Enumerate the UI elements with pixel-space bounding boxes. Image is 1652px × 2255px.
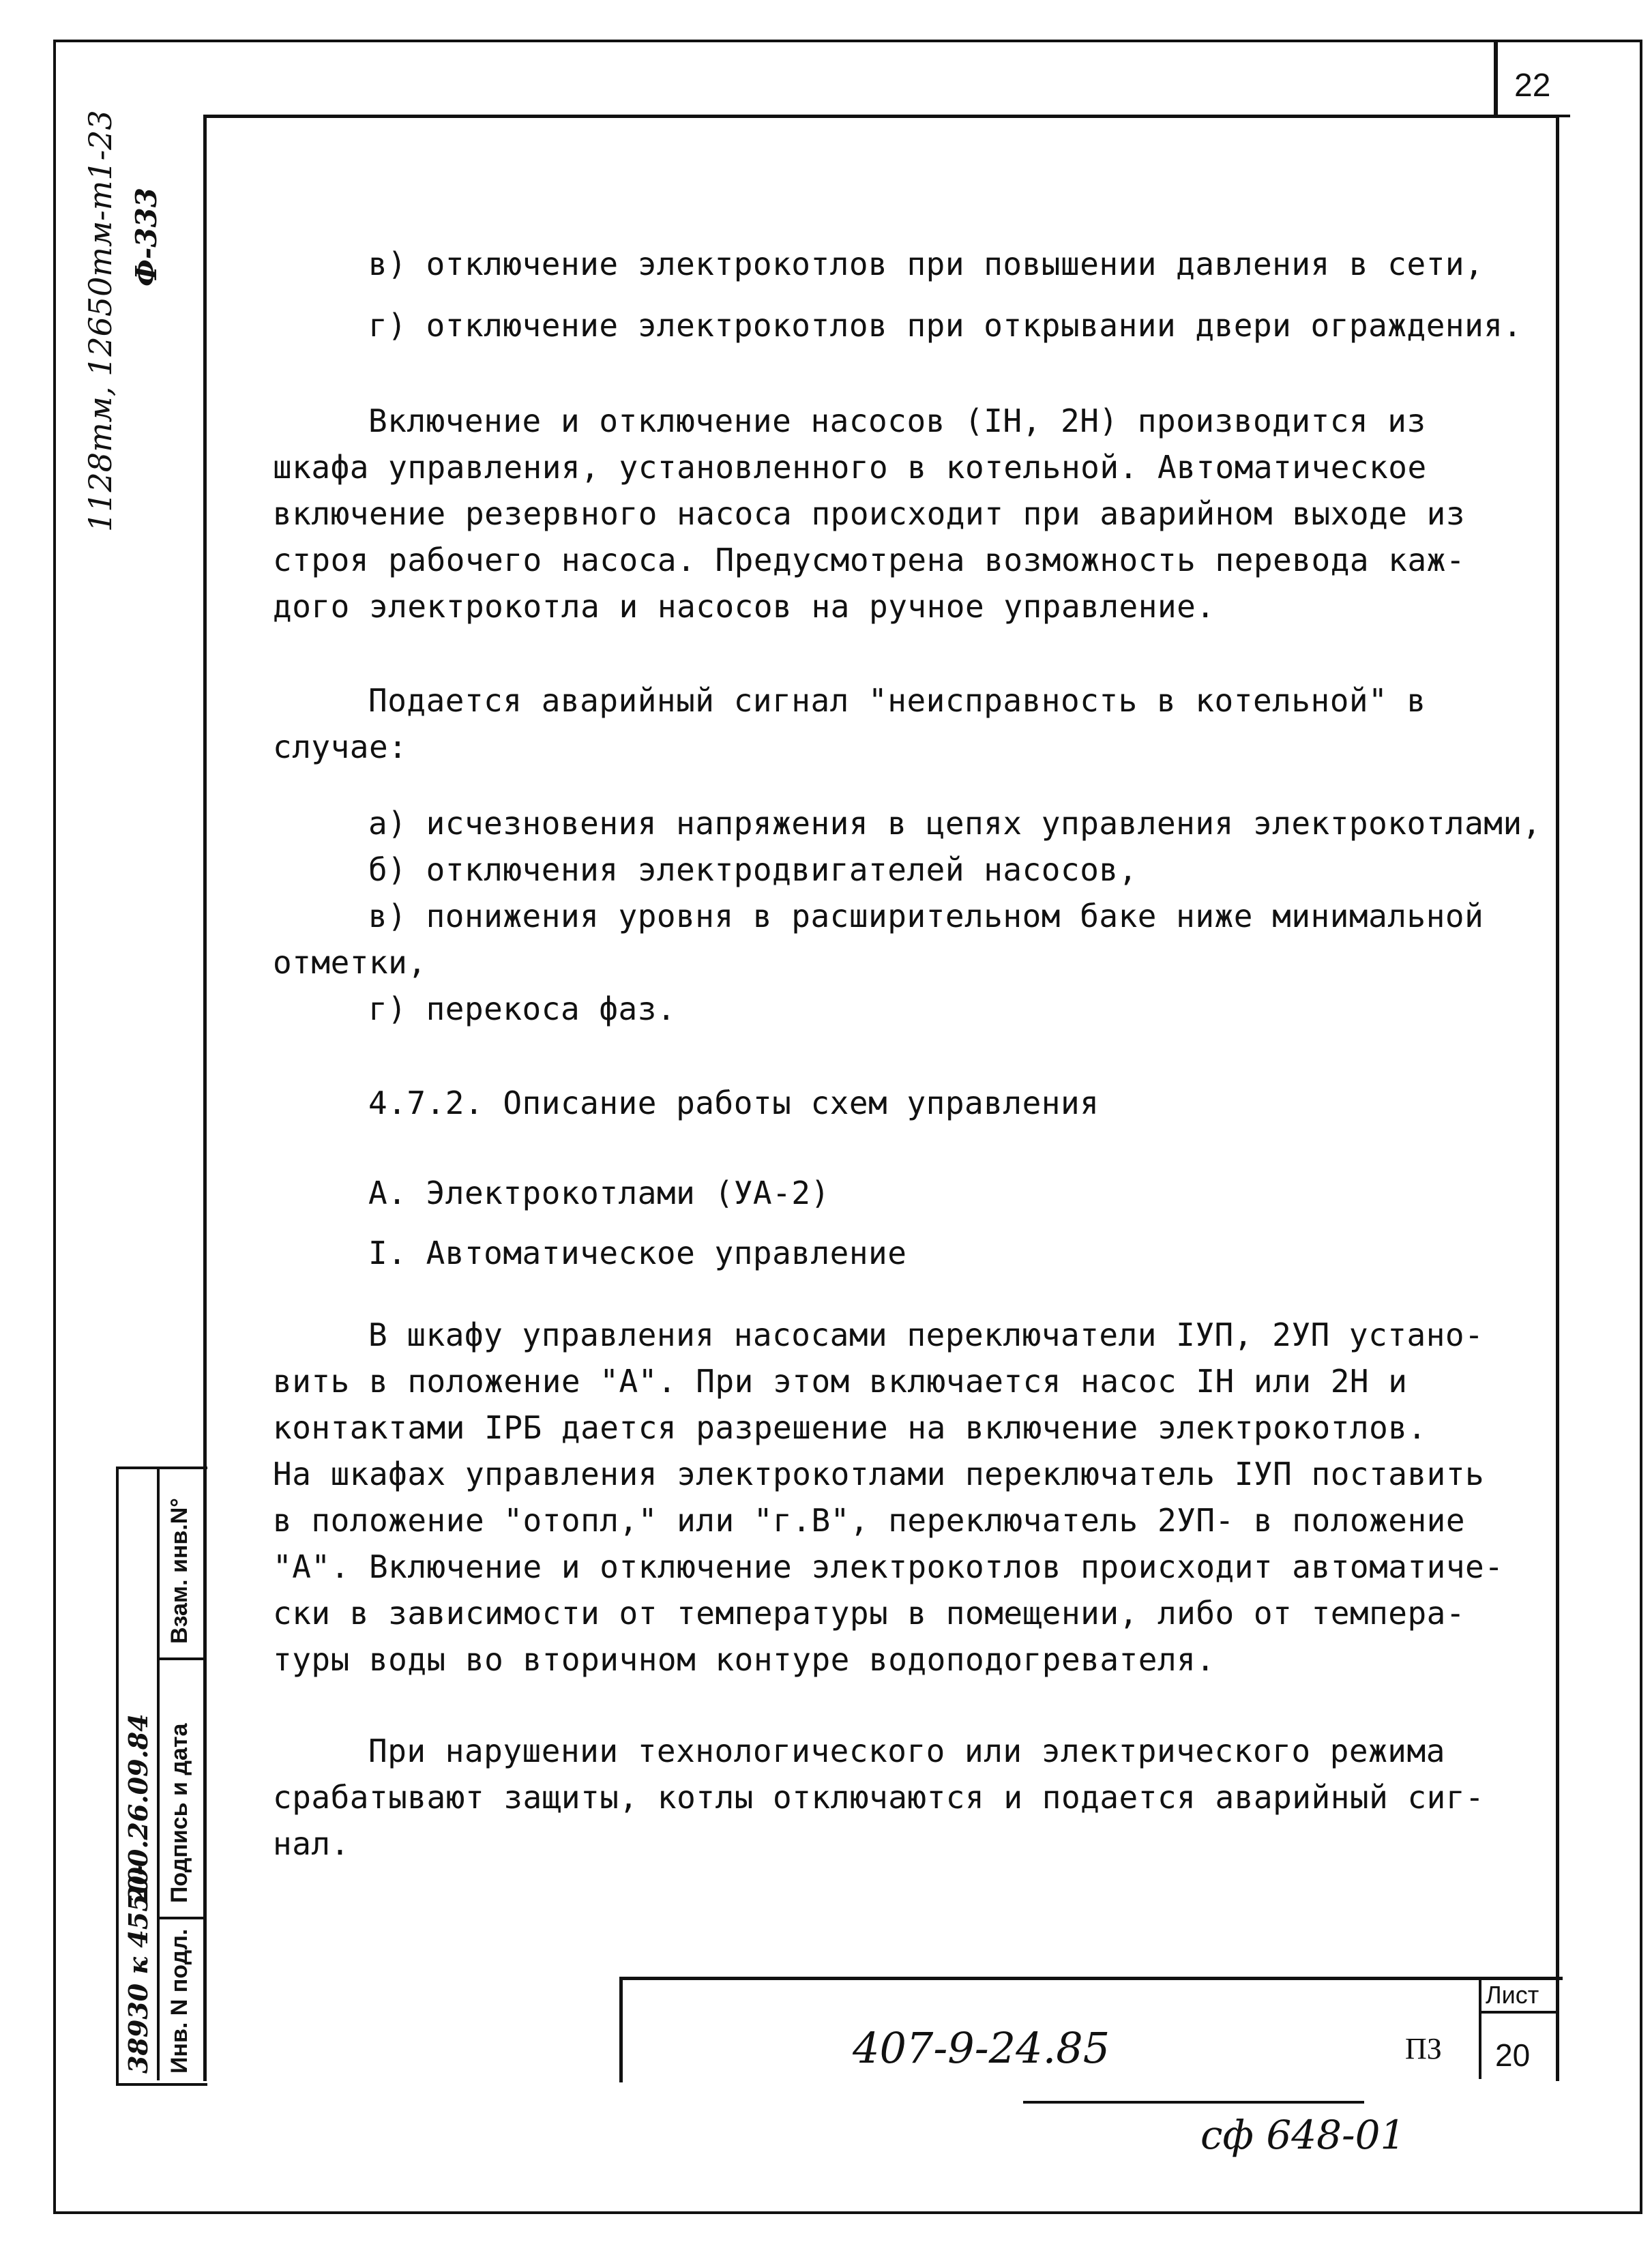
para3-line5: в положение "отопл," или "г.В", переключатель 2УП- в положение	[273, 1502, 1466, 1539]
para1-line3: включение резервного насоса происходит при аварийном выходе из	[273, 495, 1466, 532]
doc-code: 407-9-24.85	[853, 2023, 1110, 2073]
subsection-a: А. Электрокотлами (УА-2)	[368, 1175, 830, 1211]
page-number: 22	[1514, 68, 1551, 104]
line-v: в) отключение электрокотлов при повышении давления в сети,	[368, 246, 1484, 282]
stamp-podpis-data: Подпись и дата	[166, 1723, 192, 1903]
para3-line8: туры воды во вторичном контуре водоподогревателя.	[273, 1641, 1215, 1678]
footer-code: сф 648-01	[1200, 2112, 1406, 2158]
sheet-label: Лист	[1486, 1981, 1539, 2009]
stamp-row-line-2	[160, 1917, 205, 1919]
para4-line1: При нарушении технологического или электрического режима	[368, 1733, 1445, 1769]
doc-type: ПЗ	[1405, 2032, 1442, 2065]
para1-line2: шкафа управления, установленного в котельной. Автоматическое	[273, 449, 1427, 486]
subsection-i: I. Автоматическое управление	[368, 1235, 907, 1271]
para3-line7: ски в зависимости от температуры в помещении, либо от темпера-	[273, 1595, 1466, 1632]
sheet-number: 20	[1495, 2037, 1531, 2073]
para2-line1: Подается аварийный сигнал "неисправность в котельной" в	[368, 682, 1426, 719]
para3-line2: вить в положение "А". При этом включается насос IН или 2Н и	[273, 1363, 1408, 1400]
para3-line6: "А". Включение и отключение электрокотлов происходит автоматиче-	[273, 1548, 1504, 1585]
title-block-sheet-divider	[1479, 2011, 1559, 2014]
side-annotation: 1128тм, 12650тм-т1-23	[82, 110, 119, 532]
list-c: в) понижения уровня в расширительном баке ниже минимальной	[368, 898, 1484, 934]
stamp-divider	[157, 1467, 160, 2080]
list-c-cont: отметки,	[273, 944, 427, 981]
line-g: г) отключение электрокотлов при открывании двери ограждения.	[368, 307, 1522, 344]
stamp-vzam-inv: Взам. инв.N°	[166, 1498, 192, 1644]
para3-line1: В шкафу управления насосами переключатели IУП, 2УП устано-	[368, 1316, 1484, 1353]
para2-line2: случае:	[273, 728, 408, 765]
stamp-row-line-1	[160, 1657, 205, 1660]
section-heading: 4.7.2. Описание работы схем управления	[368, 1085, 1100, 1121]
page-number-underline	[1494, 115, 1570, 117]
para1-line1: Включение и отключение насосов (IН, 2Н) производится из	[368, 402, 1426, 439]
para4-line2: срабатывают защиты, котлы отключаются и подается аварийный сиг-	[273, 1779, 1485, 1816]
list-b: б) отключения электродвигателей насосов,	[368, 851, 1138, 888]
side-annotation-2: Ф-333	[130, 188, 163, 286]
stamp-inv-podl: Инв. N подл.	[166, 1928, 192, 2074]
para1-line5: дого электрокотла и насосов на ручное управление.	[273, 588, 1215, 625]
page-number-divider	[1494, 40, 1498, 116]
para1-line4: строя рабочего насоса. Предусмотрена возможность перевода каж-	[273, 542, 1466, 578]
list-d: г) перекоса фаз.	[368, 990, 677, 1027]
para4-line3: нал.	[273, 1825, 350, 1862]
footer-rule	[1023, 2101, 1364, 2104]
para3-line4: На шкафах управления электрокотлами переключатель IУП поставить	[273, 1456, 1485, 1492]
stamp-handwritten-inv: 38930 к 4550-	[123, 1865, 153, 2074]
stamp-handwritten-date: 200.26.09.84	[123, 1713, 153, 1903]
para3-line3: контактами IРБ дается разрешение на включение электрокотлов.	[273, 1409, 1427, 1446]
list-a: а) исчезновения напряжения в цепях управления электрокотлами,	[368, 805, 1542, 842]
